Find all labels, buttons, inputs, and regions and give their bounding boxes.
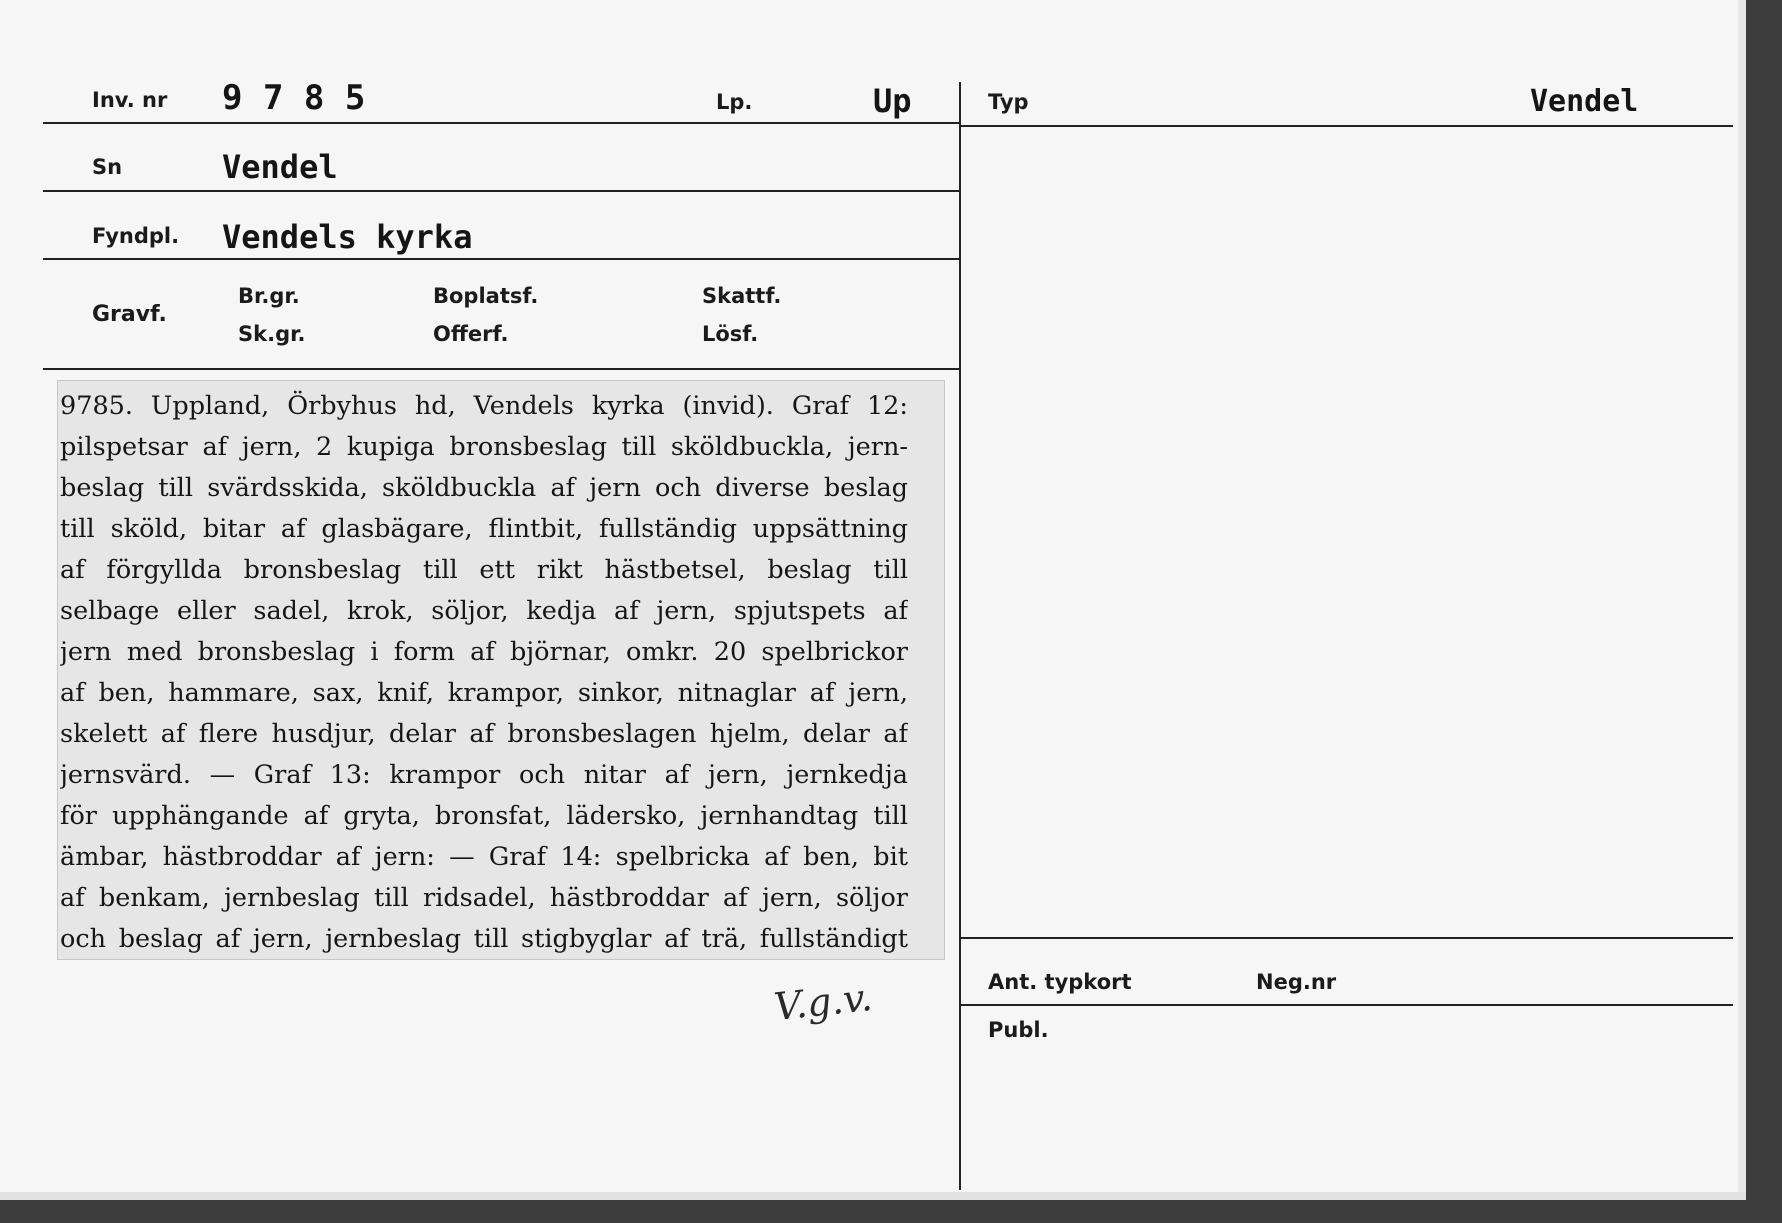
- divider-ant-typkort-top: [961, 937, 1733, 939]
- typ-value: Vendel: [1530, 84, 1639, 119]
- clipping-line: af benkam, jernbeslag till ridsadel, hästbroddar af jern, söljor: [60, 883, 908, 913]
- clipping-line: till sköld, bitar af glasbägare, flintbit, fullständig uppsättning: [60, 514, 908, 544]
- clipping-line: 9785. Uppland, Örbyhus hd, Vendels kyrka (invid). Graf 12:: [60, 391, 908, 421]
- brgr-label: Br.gr.: [238, 284, 300, 308]
- card-edge: [1738, 0, 1746, 1200]
- clipping-line: för upphängande af gryta, bronsfat, lädersko, jernhandtag till: [60, 801, 908, 831]
- clipping-line: beslag till svärdsskida, sköldbuckla af jern och diverse beslag: [60, 473, 908, 503]
- center-divider: [959, 82, 961, 1190]
- fyndpl-value: Vendels kyrka: [222, 218, 473, 256]
- divider-typ-row: [961, 125, 1733, 127]
- ant-typkort-label: Ant. typkort: [988, 970, 1132, 994]
- lp-value: Up: [873, 82, 912, 120]
- sn-label: Sn: [92, 155, 123, 179]
- skattf-label: Skattf.: [702, 284, 782, 308]
- neg-nr-label: Neg.nr: [1256, 970, 1337, 994]
- gravf-label: Gravf.: [92, 302, 167, 327]
- clipping-line: skelett af flere husdjur, delar af bronsbeslagen hjelm, delar af: [60, 719, 908, 749]
- offerf-label: Offerf.: [433, 322, 509, 346]
- publ-label: Publ.: [988, 1018, 1049, 1042]
- inv-nr-label: Inv. nr: [92, 88, 168, 112]
- clipping-line: pilspetsar af jern, 2 kupiga bronsbeslag till sköldbuckla, jern-: [60, 432, 908, 462]
- clipping-line: af ben, hammare, sax, knif, krampor, sinkor, nitnaglar af jern,: [60, 678, 908, 708]
- divider-gravf-row: [43, 368, 959, 370]
- sn-value: Vendel: [222, 148, 338, 186]
- divider-ant-typkort-bottom: [961, 1004, 1733, 1006]
- clipping-line: af förgyllda bronsbeslag till ett rikt hästbetsel, beslag till: [60, 555, 908, 585]
- boplatsf-label: Boplatsf.: [433, 284, 539, 308]
- divider-fyndpl-row: [43, 258, 959, 260]
- clipping-line: selbage eller sadel, krok, söljor, kedja af jern, spjutspets af: [60, 596, 908, 626]
- typ-label: Typ: [988, 90, 1029, 114]
- clipping-line: ämbar, hästbroddar af jern: — Graf 14: spelbricka af ben, bit: [60, 842, 908, 872]
- card-bottom-edge: [0, 1192, 1746, 1200]
- fyndpl-label: Fyndpl.: [92, 224, 180, 248]
- clipping-line: jern med bronsbeslag i form af björnar, omkr. 20 spelbrickor: [60, 637, 908, 667]
- handwritten-note: V.g.v.: [771, 974, 875, 1030]
- divider-inv-row: [43, 122, 959, 124]
- inv-nr-value: 9 7 8 5: [222, 78, 366, 118]
- skgr-label: Sk.gr.: [238, 322, 306, 346]
- clipping-line: och beslag af jern, jernbeslag till stigbyglar af trä, fullständigt: [60, 924, 908, 954]
- clipping-text: [60, 386, 908, 960]
- lp-label: Lp.: [716, 90, 753, 114]
- losf-label: Lösf.: [702, 322, 759, 346]
- divider-sn-row: [43, 190, 959, 192]
- clipping-line: jernsvärd. — Graf 13: krampor och nitar af jern, jernkedja: [60, 760, 908, 790]
